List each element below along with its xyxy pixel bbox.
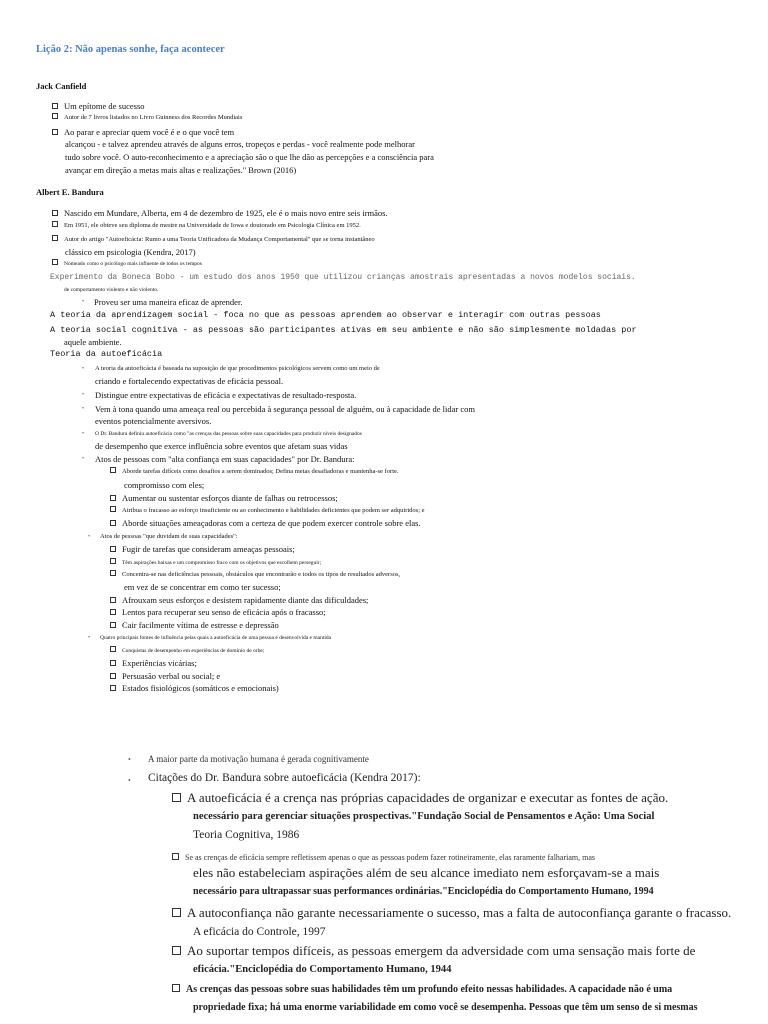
sources-heading: Quatro principais fontes de influência pelas quais a autoeficácia de uma pessoa é desenvolvida e mantida [100,635,332,641]
quote-line: avançar em direção a metas mais altas e realizações." Brown (2016) [65,165,297,175]
list-item: Lentos para recuperar seu senso de eficácia após o fracasso; [110,606,326,618]
checkbox-bullet-icon [172,853,179,860]
quote-item: Ao suportar tempos difíceis, as pessoas emergem da adversidade com uma sensação mais forte de [172,942,695,960]
checkbox-bullet-icon [52,210,58,216]
checkbox-bullet-icon [110,622,116,628]
checkbox-bullet-icon [172,793,181,802]
dot-bullet-icon: • [82,406,85,412]
list-item: Atos de pessoas com "alta confiança em suas capacidades" por Dr. Bandura: [95,454,355,464]
social-cognitive-sub: aquele ambiente. [64,337,122,347]
list-item: Autor do artigo "Autoeficácia: Rumo a uma Teoria Unificadora da Mudança Comportamental" que se torna instantâneo [52,234,375,246]
list-item: Fugir de tarefas que consideram ameaças pessoais; [110,543,295,555]
checkbox-bullet-icon [52,103,58,109]
list-item-continuation: eventos potencialmente aversivos. [95,416,212,426]
list-item-continuation: clássico em psicologia (Kendra, 2017) [65,247,196,257]
quote-continuation: propriedade fixa; há uma enorme variabilidade em como você se desempenha. Pessoas que têm um senso de si mesmas [193,1002,698,1013]
quote-continuation: necessário para ultrapassar suas performances ordinárias."Enciclopédia do Comportamento Humano, 1994 [193,886,654,897]
checkbox-bullet-icon [52,259,58,265]
checkbox-bullet-icon [110,558,116,564]
checkbox-bullet-icon [172,984,180,992]
quote-line: alcançou - e talvez aprendeu através de alguns erros, tropeços e perdas - você realmente pode melhorar [65,139,415,149]
checkbox-bullet-icon [110,609,116,615]
list-item: Em 1951, ele obteve seu diploma de mestre na Universidade de Iowa e doutorado em Psicologia Clínica em 1952. [52,220,361,232]
motivation-line: A maior parte da motivação humana é gerada cognitivamente [148,754,369,764]
checkbox-bullet-icon [52,235,58,241]
checkbox-bullet-icon [52,113,58,119]
list-item: Um epítome de sucesso [52,100,145,112]
quote-continuation: eficácia."Enciclopédia do Comportamento Humano, 1944 [193,964,452,975]
list-item-continuation: em vez de se concentrar em como ter sucesso; [124,582,281,592]
quote-continuation: A eficácia do Controle, 1997 [193,926,326,938]
dot-bullet-icon: • [128,776,131,785]
checkbox-bullet-icon [110,520,116,526]
list-item: Cair facilmente vítima de estresse e depressão [110,619,279,631]
list-item: Concentra-se nas deficiências pessoais, obstáculos que encontrarão e todos os tipos de resultados adversos, [110,569,400,581]
social-learning-theory: A teoria da aprendizagem social - foca no que as pessoas aprendem ao observar e interagir com outras pessoas [50,310,601,320]
quote-item: A autoconfiança não garante necessariamente o sucesso, mas a falta de autoconfiança garante o fracasso. [172,904,731,922]
checkbox-bullet-icon [172,908,181,917]
list-item: Vem à tona quando uma ameaça real ou percebida à segurança pessoal de alguém, ou à capacidade de lidar com [95,404,475,414]
list-item: Afrouxam seus esforços e desistem rapidamente diante das dificuldades; [110,594,368,606]
list-item: Têm aspirações baixas e um compromisso fraco com os objetivos que escolhem perseguir; [110,557,321,569]
list-item: Distingue entre expectativas de eficácia e expectativas de resultado-resposta. [95,390,357,400]
list-item: Atribua o fracasso ao esforço insuficiente ou ao conhecimento e habilidades deficientes que podem ser adquiridos; e [110,505,425,517]
list-item: Nomeado como o psicólogo mais influente de todos os tempos [52,258,202,270]
dot-bullet-icon: • [128,755,131,764]
quotes-heading: Citações do Dr. Bandura sobre autoeficácia (Kendra 2017): [148,772,421,784]
list-item: Aborde tarefas difíceis como desafios a serem dominados; Defina metas desafiadoras e mantenha-se forte. [110,466,399,478]
checkbox-bullet-icon [110,685,116,691]
checkbox-bullet-icon [110,570,116,576]
quote-line: tudo sobre você. O auto-reconhecimento e a apreciação são o que lhe dão as percepções e a consciência para [65,152,434,162]
doubt-heading: Atos de pessoas "que duvidam de suas capacidades": [100,533,238,540]
quote-continuation: necessário para gerenciar situações prospectivas."Fundação Social de Pensamentos e Ação: Uma Social [193,811,655,822]
list-item: Aumentar ou sustentar esforços diante de falhas ou retrocessos; [110,492,338,504]
list-item: Persuasão verbal ou social; e [110,670,220,682]
checkbox-bullet-icon [110,467,116,473]
dot-bullet-icon: • [88,534,91,540]
checkbox-bullet-icon [110,660,116,666]
checkbox-bullet-icon [110,673,116,679]
checkbox-bullet-icon [110,546,116,552]
bobo-experiment-sub: de comportamento violento e não violento. [64,287,159,293]
quote-item: A autoeficácia é a crença nas próprias capacidades de organizar e executar as fontes de ação. [172,789,668,807]
checkbox-bullet-icon [52,221,58,227]
dot-bullet-icon: • [82,366,85,372]
lesson-title: Lição 2: Não apenas sonhe, faça acontecer [36,44,225,55]
list-item: Conquistas de desempenho em experiências de domínio de orbe; [110,645,264,657]
self-efficacy-heading: Teoria da autoeficácia [50,349,163,359]
checkbox-bullet-icon [110,495,116,501]
list-item: A teoria da autoeficácia é baseada na suposição de que procedimentos psicológicos servem como um meio de [95,365,380,372]
list-item: Autor de 7 livros listados no Livro Guinness dos Recordes Mundiais [52,112,242,124]
checkbox-bullet-icon [110,646,116,652]
quote-continuation: Teoria Cognitiva, 1986 [193,829,300,841]
dot-bullet-icon: • [82,392,85,398]
dot-bullet-icon: • [88,635,91,641]
checkbox-bullet-icon [110,506,116,512]
quote-continuation: eles não estabeleciam aspirações além de seu alcance imediato nem esforçavam-se a mais [193,865,660,880]
checkbox-bullet-icon [110,597,116,603]
checkbox-bullet-icon [52,129,58,135]
list-item-continuation: criando e fortalecendo expectativas de eficácia pessoal. [95,376,284,386]
list-item: Nascido em Mundare, Alberta, em 4 de dezembro de 1925, ele é o mais novo entre seis irmãos. [52,207,388,219]
list-item-continuation: de desempenho que exerce influência sobre eventos que afetam suas vidas [95,441,348,451]
dot-bullet-icon: • [82,456,85,462]
quote-item: As crenças das pessoas sobre suas habilidades têm um profundo efeito nessas habilidades. A capacidade não é uma [172,981,672,999]
list-item: Aborde situações ameaçadoras com a certeza de que podem exercer controle sobre elas. [110,517,421,529]
list-item-continuation: compromisso com eles; [124,480,205,490]
dot-bullet-icon: • [82,299,85,305]
dot-bullet-icon: • [82,431,85,437]
quote-item: Se as crenças de eficácia sempre refletissem apenas o que as pessoas podem fazer rotineiramente, elas raramente falhariam, mas [172,849,595,867]
canfield-heading: Jack Canfield [36,81,87,91]
bobo-experiment-line: Experimento da Boneca Bobo - um estudo dos anos 1950 que utilizou crianças amostrais apresentadas a novos modelos sociais. [50,273,636,282]
bandura-heading: Albert E. Bandura [36,187,104,197]
social-cognitive-theory: A teoria social cognitiva - as pessoas são participantes ativas em seu ambiente e não são simplesmente moldadas por [50,325,637,335]
list-item: O Dr. Bandura definiu autoeficácia como "as crenças das pessoas sobre suas capacidades para produzir níveis designados [95,431,362,437]
list-item: Ao parar e apreciar quem você é e o que você tem [52,126,234,138]
checkbox-bullet-icon [172,946,181,955]
list-item: Estados fisiológicos (somáticos e emocionais) [110,682,279,694]
proven-line: Proveu ser uma maneira eficaz de aprender. [94,297,243,307]
list-item: Experiências vicárias; [110,657,197,669]
